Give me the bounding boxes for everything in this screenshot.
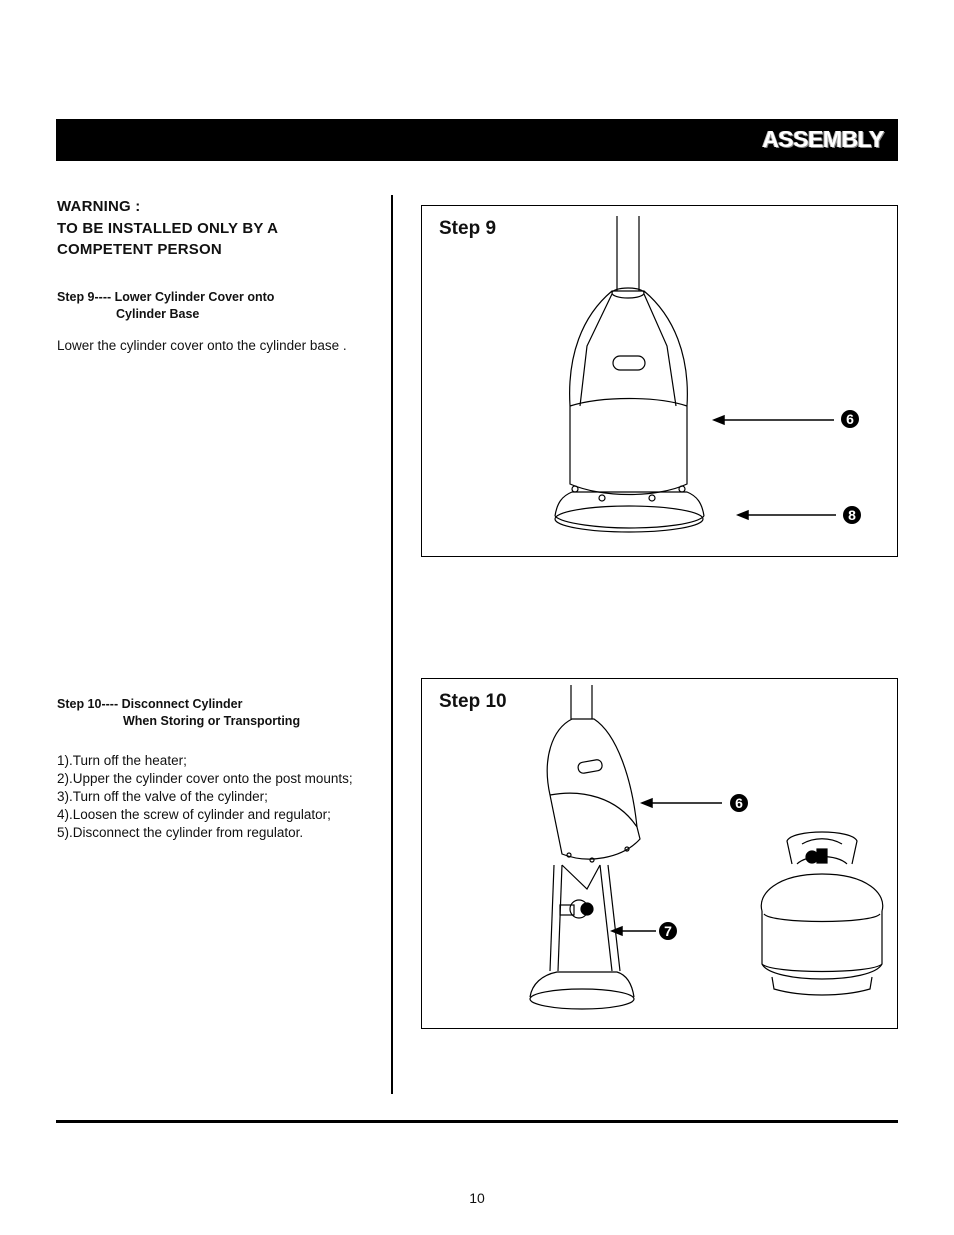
step9-figure <box>421 205 898 557</box>
step10-prefix: Step 10---- <box>57 697 119 711</box>
warning-line-1: WARNING : <box>57 198 141 215</box>
callout-7 <box>659 922 677 940</box>
step9-title-line2: Cylinder Base <box>116 307 200 321</box>
instruction-item: 3).Turn off the valve of the cylinder; <box>57 789 268 804</box>
instruction-item: 2).Upper the cylinder cover onto the post mounts; <box>57 771 353 786</box>
callout-6 <box>841 410 859 428</box>
instruction-item: 5).Disconnect the cylinder from regulator. <box>57 825 304 840</box>
step10-heading <box>57 696 300 730</box>
step10-title-line1: Disconnect Cylinder <box>121 697 243 711</box>
svg-text:8: 8 <box>848 507 856 523</box>
step10-instructions <box>57 752 353 842</box>
step9-heading <box>57 289 274 323</box>
step10-illustration <box>422 679 899 1030</box>
warning-line-2: TO BE INSTALLED ONLY BY A <box>57 219 279 237</box>
step10-figure-label: Step 10 <box>439 691 507 712</box>
step10-title-line2: When Storing or Transporting <box>123 714 301 728</box>
instruction-item: 4).Loosen the screw of cylinder and regulator; <box>57 807 331 822</box>
step9-illustration <box>422 206 899 558</box>
warning-line-3: COMPETENT PERSON <box>57 241 222 258</box>
step9-title-line1: Lower Cylinder Cover onto <box>114 290 275 304</box>
footer-divider <box>56 1120 898 1123</box>
section-title: ASSEMBLY <box>762 126 884 152</box>
page-number: 10 <box>469 1190 485 1206</box>
callout-6 <box>730 794 748 812</box>
section-header-bar <box>56 119 898 161</box>
svg-text:6: 6 <box>846 411 854 427</box>
warning-block <box>57 196 278 261</box>
svg-text:7: 7 <box>664 923 672 939</box>
svg-text:6: 6 <box>735 795 743 811</box>
step9-prefix: Step 9---- <box>57 290 112 304</box>
instruction-item: 1).Turn off the heater; <box>57 753 187 768</box>
step9-figure-label: Step 9 <box>439 218 497 239</box>
callout-8 <box>843 506 861 524</box>
step9-body: Lower the cylinder cover onto the cylinder base . <box>57 338 347 353</box>
column-divider <box>391 195 393 1094</box>
step10-figure <box>421 678 898 1029</box>
